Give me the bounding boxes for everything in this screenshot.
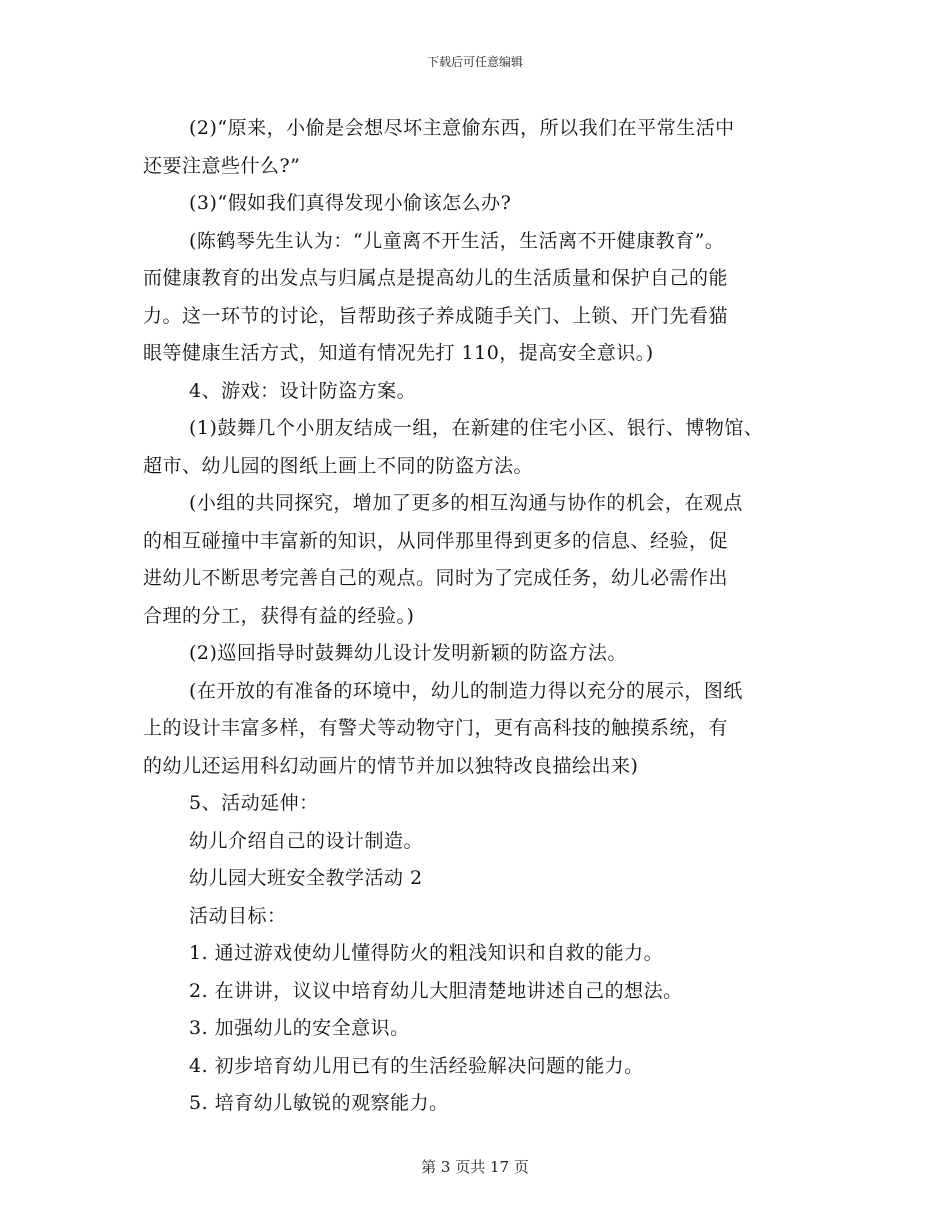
- objective-4: 4. 初步培育幼儿用已有的生活经验解决问题的能力。: [189, 1054, 644, 1077]
- paragraph-commentary-1-line-2: 而健康教育的出发点与归属点是提高幼儿的生活质量和保护自己的能: [143, 267, 729, 289]
- paragraph-commentary-2-line-2: 的相互碰撞中丰富新的知识，从同伴那里得到更多的信息、经验，促: [143, 529, 729, 552]
- paragraph-step-1-line-2: 超市、幼儿园的图纸上画上不同的防盗方法。: [143, 454, 534, 477]
- paragraph-commentary-2-line-4: 合理的分工，获得有益的经验。): [143, 604, 415, 627]
- paragraph-question-2-line-2: 还要注意些什么?”: [143, 154, 301, 177]
- paragraph-commentary-1-line-3: 力。这一环节的讨论，旨帮助孩子养成随手关门、上锁、开门先看猫: [143, 304, 729, 327]
- activity-2-title: 幼儿园大班安全教学活动 2: [189, 867, 423, 889]
- paragraph-commentary-3-line-1: (在开放的有准备的环境中，幼儿的制造力得以充分的展示，图纸: [189, 679, 743, 702]
- objective-1: 1. 通过游戏使幼儿懂得防火的粗浅知识和自救的能力。: [189, 942, 664, 964]
- paragraph-step-2: (2)巡回指导时鼓舞幼儿设计发明新颖的防盗方法。: [189, 642, 627, 664]
- objectives-heading: 活动目标：: [189, 904, 287, 927]
- page-footer: 第 3 页共 17 页: [421, 1158, 529, 1176]
- paragraph-question-2-line-1: (2)“原来，小偷是会想尽坏主意偷东西，所以我们在平常生活中: [189, 117, 735, 139]
- paragraph-commentary-3-line-2: 上的设计丰富多样，有警犬等动物守门，更有高科技的触摸系统，有: [143, 717, 729, 739]
- paragraph-commentary-2-line-3: 进幼儿不断思考完善自己的观点。同时为了完成任务，幼儿必需作出: [143, 567, 729, 589]
- document-body: [143, 110, 833, 1123]
- section-5-heading: 5、活动延伸：: [189, 792, 319, 814]
- objective-5: 5. 培育幼儿敏锐的观察能力。: [189, 1092, 449, 1114]
- paragraph-extension: 幼儿介绍自己的设计制造。: [189, 829, 424, 852]
- paragraph-step-1-line-1: (1)鼓舞几个小朋友结成一组，在新建的住宅小区、银行、博物馆、: [189, 417, 764, 439]
- page-header: 下载后可任意编辑: [426, 55, 523, 69]
- paragraph-commentary-2-line-1: (小组的共同探究，增加了更多的相互沟通与协作的机会，在观点: [189, 492, 743, 514]
- paragraph-commentary-3-line-3: 的幼儿还运用科幻动画片的情节并加以独特改良描绘出来): [143, 754, 639, 777]
- paragraph-question-3: (3)“假如我们真得发现小偷该怎么办?: [189, 192, 512, 214]
- paragraph-commentary-1-line-1: (陈鹤琴先生认为：“儿童离不开生活，生活离不开健康教育”。: [189, 229, 725, 252]
- section-4-heading: 4、游戏：设计防盗方案。: [189, 379, 417, 402]
- paragraph-commentary-1-line-4: 眼等健康生活方式，知道有情况先打 110，提高安全意识。): [143, 342, 654, 364]
- objective-3: 3. 加强幼儿的安全意识。: [189, 1017, 410, 1039]
- objective-2: 2. 在讲讲，议议中培育幼儿大胆清楚地讲述自己的想法。: [189, 979, 683, 1002]
